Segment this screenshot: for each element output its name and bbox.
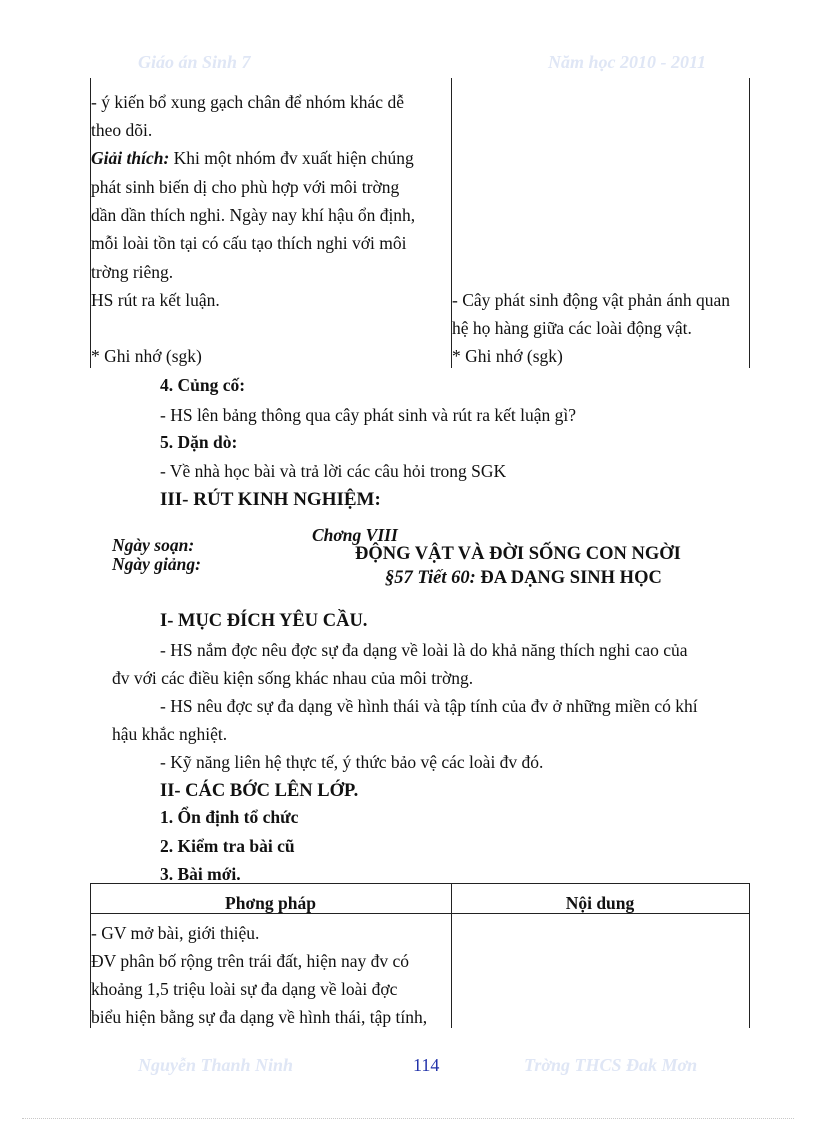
- page-number: 114: [413, 1055, 440, 1075]
- muc-dich-line: - Kỹ năng liên hệ thực tế, ý thức bảo vệ các loài đv đó.: [160, 752, 544, 772]
- dan-do-heading: 5. Dặn dò:: [160, 432, 238, 452]
- footer-school: Trờng THCS Đak Mơn: [524, 1055, 698, 1075]
- table1-left-line: phát sinh biến dị cho phù hợp với môi trờng: [91, 177, 400, 197]
- header-content: Nội dung: [565, 893, 635, 913]
- table1-left-line: HS rút ra kết luận.: [91, 290, 220, 310]
- rut-kinh-nghiem-heading: III- RÚT KINH NGHIỆM:: [160, 489, 381, 510]
- cung-co-line: - HS lên bảng thông qua cây phát sinh và rút ra kết luận gì?: [160, 405, 577, 425]
- table1-right-line: * Ghi nhớ (sgk): [452, 346, 563, 366]
- header-subject: Giáo án Sinh 7: [138, 52, 251, 72]
- lesson-number: §57 Tiết 60:: [385, 568, 476, 588]
- table2-left-line: khoảng 1,5 triệu loài sự đa dạng về loài đợc: [91, 979, 398, 999]
- step-item: 1. Ổn định tổ chức: [160, 807, 299, 827]
- explanation-label: Giải thích:: [91, 148, 170, 168]
- table2-left-line: - GV mở bài, giới thiệu.: [91, 923, 260, 943]
- explanation-text: Khi một nhóm đv xuất hiện chúng: [169, 148, 414, 168]
- table1-left-line: trờng riêng.: [91, 262, 174, 282]
- step-item: 3. Bài mới.: [160, 864, 241, 884]
- ngay-soan-label: Ngày soạn:: [112, 535, 195, 555]
- muc-dich-line: - HS nêu đợc sự đa dạng về hình thái và tập tính của đv ở những miền có khí: [160, 696, 698, 716]
- explanation-line: [91, 147, 414, 169]
- table1-left-line: * Ghi nhớ (sgk): [91, 346, 202, 366]
- lesson-title: ĐA DẠNG SINH HỌC: [480, 568, 662, 588]
- muc-dich-line: hậu khắc nghiệt.: [112, 724, 228, 744]
- table2-left-line: biểu hiện bằng sự đa dạng về hình thái, tập tính,: [91, 1007, 428, 1027]
- footer-author: Nguyễn Thanh Ninh: [138, 1055, 294, 1075]
- table2-left-line: ĐV phân bố rộng trên trái đất, hiện nay đv có: [91, 951, 409, 971]
- muc-dich-line: đv với các điều kiện sống khác nhau của môi trờng.: [112, 668, 474, 688]
- table1-right-line: - Cây phát sinh động vật phản ánh quan: [452, 290, 731, 310]
- cac-buoc-heading: II- CÁC BỚC LÊN LỚP.: [160, 781, 359, 801]
- table1-right-line: hệ họ hàng giữa các loài động vật.: [452, 318, 692, 338]
- chapter-title: ĐỘNG VẬT VÀ ĐỜI SỐNG CON NGỜI: [355, 544, 681, 564]
- table2-right-border: [749, 883, 750, 1028]
- step-item: 2. Kiểm tra bài cũ: [160, 836, 295, 856]
- cung-co-heading: 4. Củng cố:: [160, 375, 246, 395]
- muc-dich-line: - HS nắm đợc nêu đợc sự đa dạng về loài là do khả năng thích nghi cao của: [160, 640, 688, 660]
- dan-do-line: - Về nhà học bài và trả lời các câu hỏi trong SGK: [160, 461, 507, 481]
- header-school-year: Năm học 2010 - 2011: [548, 52, 707, 72]
- muc-dich-heading: I- MỤC ĐÍCH YÊU CẦU.: [160, 611, 368, 631]
- chapter-number: Chơng VIII: [312, 525, 398, 545]
- table2-top-border: [90, 883, 750, 884]
- table1-left-line: dần dần thích nghi. Ngày nay khí hậu ổn định,: [91, 205, 416, 225]
- header-method: Phơng pháp: [225, 893, 316, 913]
- table1-left-line: mỗi loài tồn tại có cấu tạo thích nghi với môi: [91, 233, 407, 253]
- ngay-giang-label: Ngày giảng:: [112, 554, 201, 574]
- table1-left-line: - ý kiến bổ xung gạch chân để nhóm khác dễ: [91, 92, 404, 112]
- lesson-title-line: [385, 567, 662, 589]
- table1-right-border: [749, 78, 750, 368]
- page-bottom-rule: [22, 1118, 794, 1119]
- table1-left-line: theo dõi.: [91, 120, 153, 140]
